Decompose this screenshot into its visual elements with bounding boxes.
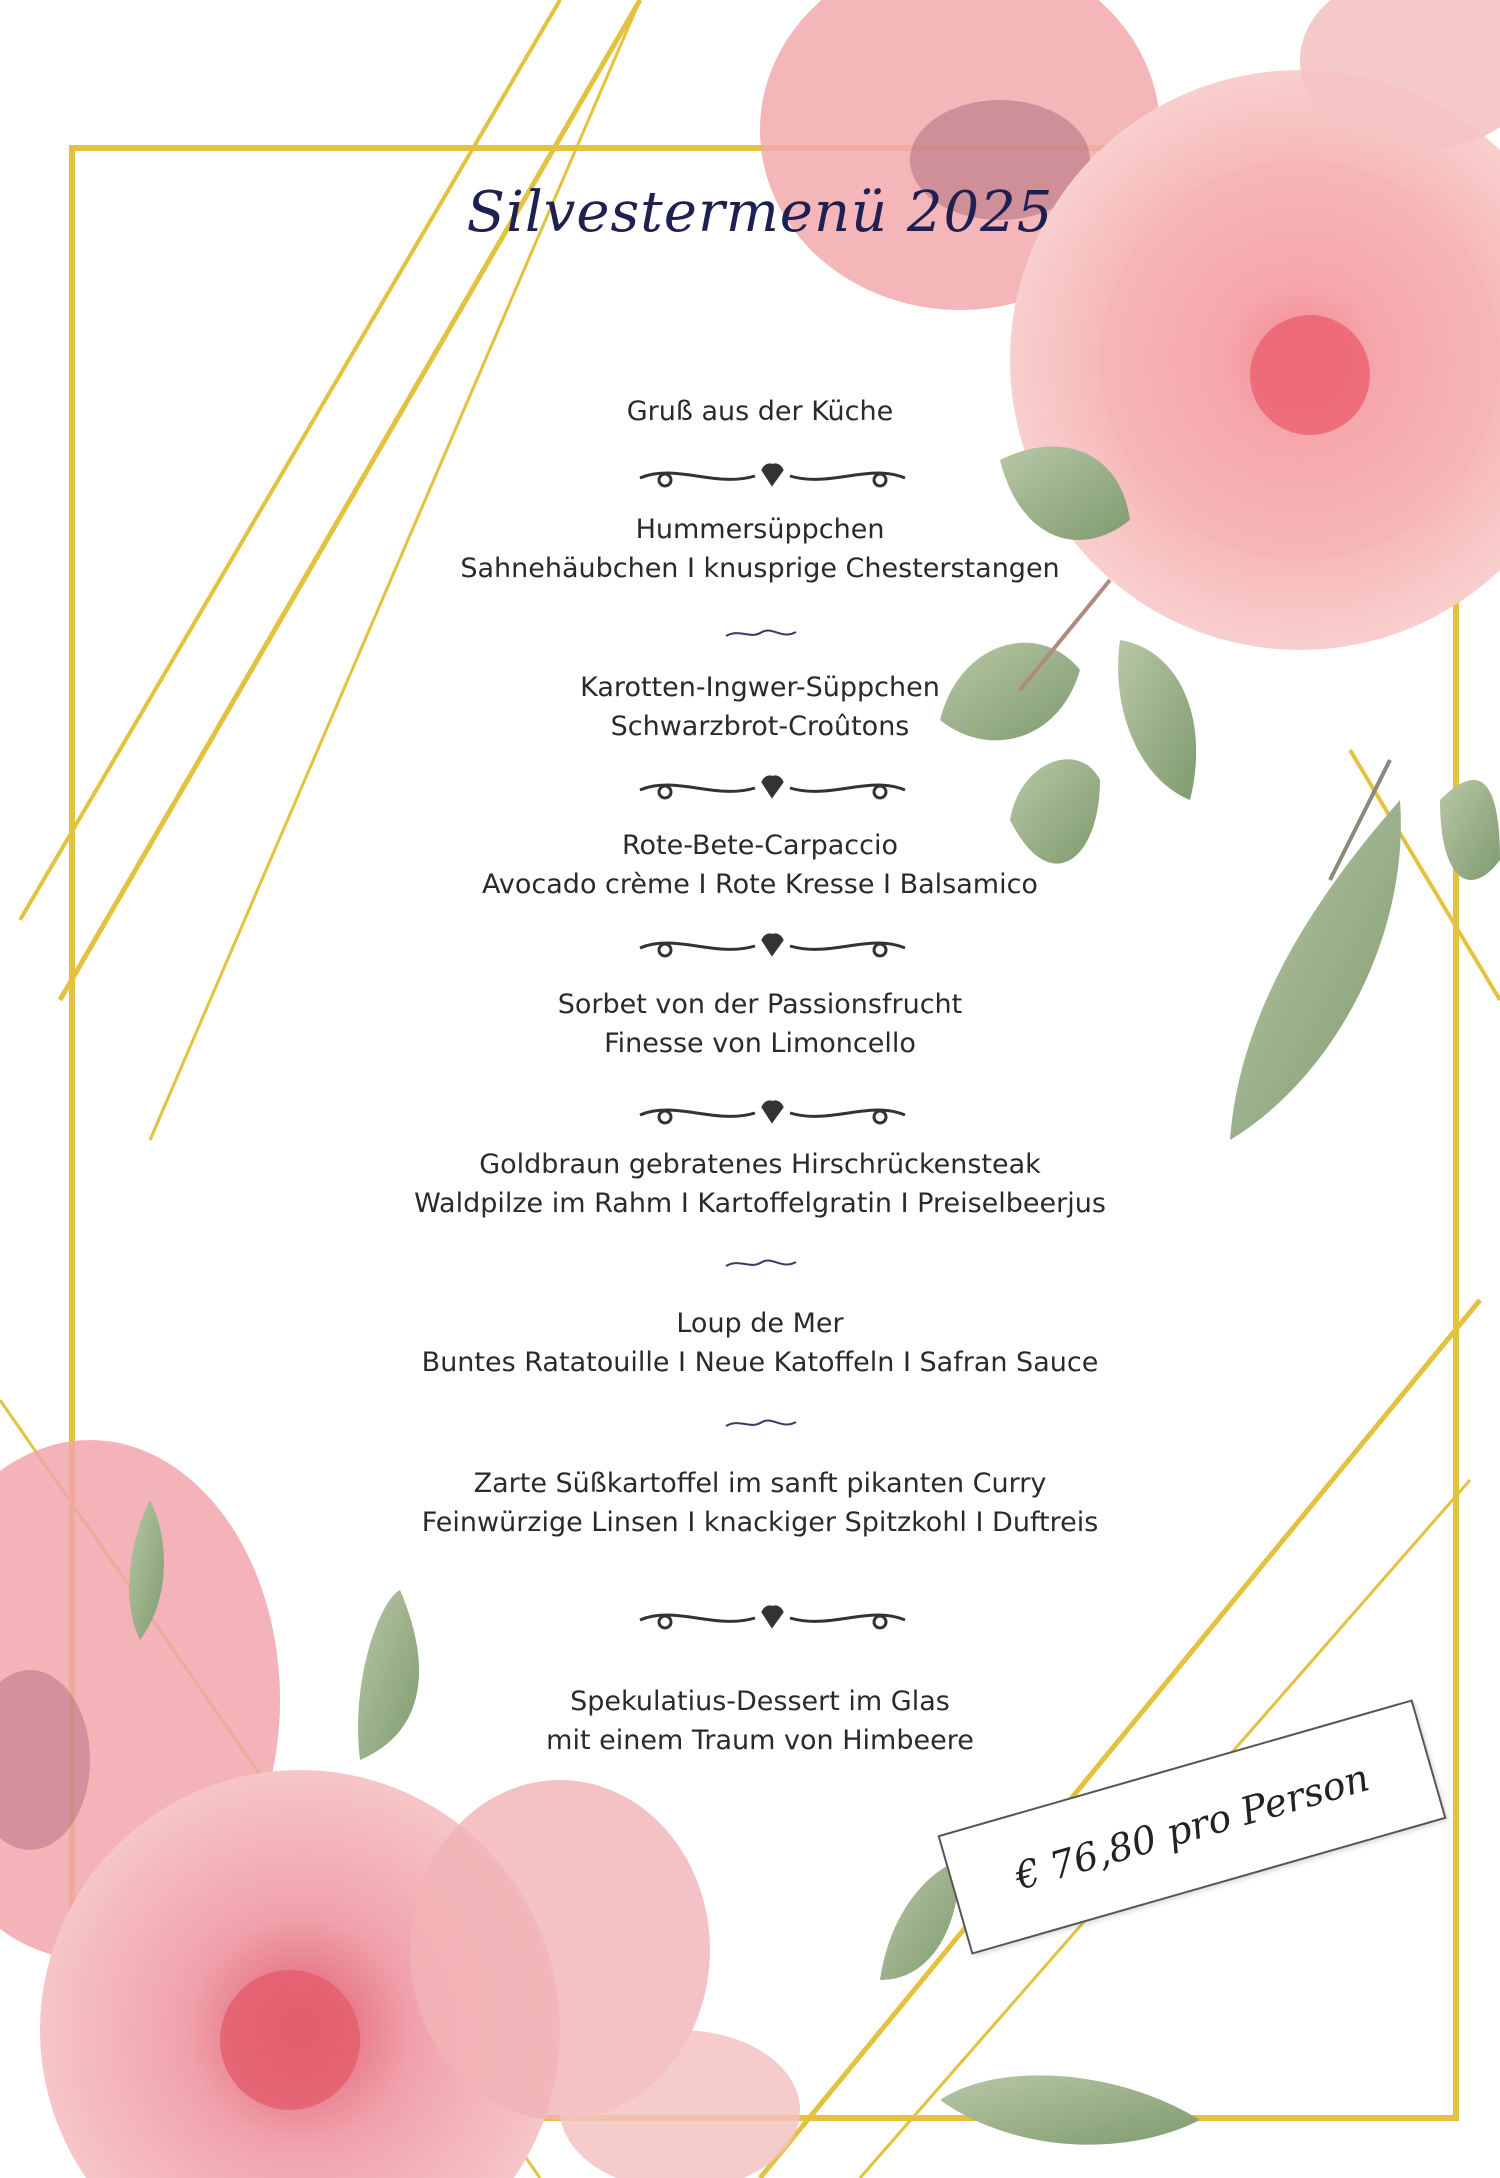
course-6-line-2: Waldpilze im Rahm I Kartoffelgratin I Preiselbeerjus — [414, 1188, 1106, 1219]
course-7-line-2: Buntes Ratatouille I Neue Katoffeln I Safran Sauce — [421, 1347, 1099, 1378]
course-9-line-2: mit einem Traum von Himbeere — [546, 1725, 974, 1756]
course-6-line-1: Goldbraun gebratenes Hirschrückensteak — [479, 1149, 1041, 1180]
menu-title: Silvestermenü 2025 — [466, 180, 1054, 245]
alternativ-mark-2 — [726, 1260, 796, 1266]
course-2-line-2: Sahnehäubchen I knusprige Chesterstangen — [460, 553, 1060, 584]
course-4 — [300, 826, 1220, 904]
scroll-heart-divider-4 — [640, 1102, 905, 1123]
scroll-heart-divider-1 — [640, 465, 905, 486]
course-2-line-1: Hummersüppchen — [635, 514, 885, 545]
course-4-line-2: Avocado crème I Rote Kresse I Balsamico — [482, 869, 1038, 900]
course-8-line-2: Feinwürzige Linsen I knackiger Spitzkohl I Duftreis — [421, 1507, 1099, 1538]
price-label: € 76,80 pro Person — [1010, 1755, 1374, 1899]
alternativ-mark-1 — [726, 630, 796, 636]
course-9-line-1: Spekulatius-Dessert im Glas — [570, 1686, 950, 1717]
course-7 — [300, 1304, 1220, 1382]
scroll-heart-divider-3 — [640, 935, 905, 956]
course-1-line-1: Gruß aus der Küche — [626, 396, 894, 427]
course-3-line-1: Karotten-Ingwer-Süppchen — [580, 672, 940, 703]
course-8-line-1: Zarte Süßkartoffel im sanft pikanten Curry — [473, 1468, 1047, 1499]
course-4-line-1: Rote-Bete-Carpaccio — [621, 830, 898, 861]
course-6 — [300, 1145, 1220, 1223]
scroll-heart-divider-2 — [640, 777, 905, 798]
course-2 — [300, 510, 1220, 588]
course-8 — [300, 1464, 1220, 1542]
course-1 — [300, 392, 1220, 431]
course-5-line-2: Finesse von Limoncello — [604, 1028, 916, 1059]
course-3-line-2: Schwarzbrot-Croûtons — [610, 711, 910, 742]
alternativ-mark-3 — [726, 1420, 796, 1426]
course-9 — [300, 1682, 1220, 1760]
course-3 — [300, 668, 1220, 746]
course-7-line-1: Loup de Mer — [676, 1308, 844, 1339]
bottom-left-roses — [0, 1440, 800, 2178]
course-5 — [300, 985, 1220, 1063]
scroll-heart-divider-5 — [640, 1607, 905, 1628]
course-5-line-1: Sorbet von der Passionsfrucht — [557, 989, 963, 1020]
